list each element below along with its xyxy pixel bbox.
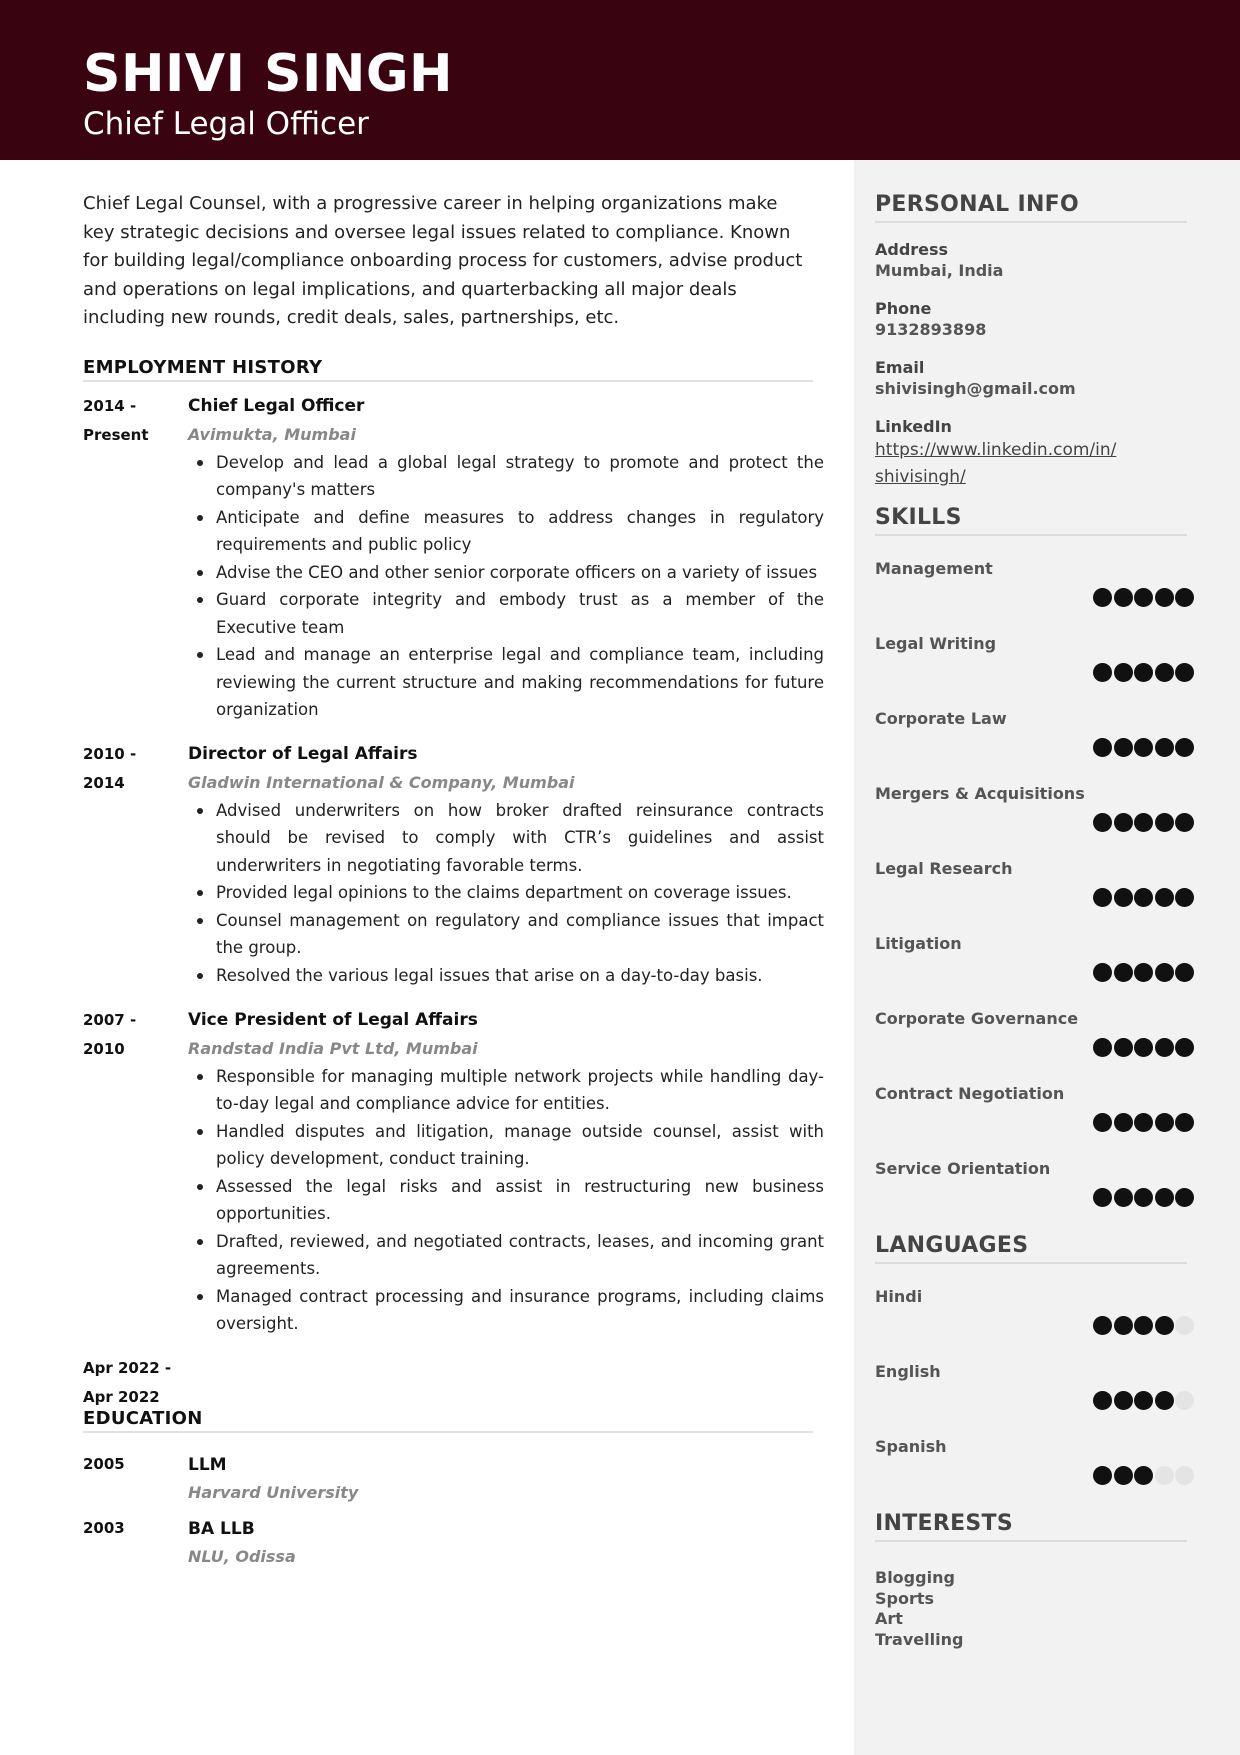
skill-item — [875, 558, 1195, 633]
education-degree: LLM — [188, 1454, 227, 1475]
rating-dot-filled — [1093, 1391, 1112, 1410]
job-date-start: 2014 - — [83, 396, 137, 415]
sidebar — [875, 190, 1195, 1650]
education-degree: BA LLB — [188, 1518, 255, 1539]
rating-dot-filled — [1134, 588, 1153, 607]
skill-rating — [1093, 663, 1195, 683]
job-bullet: Managed contract processing and insurance programs, including claims oversight. — [216, 1283, 824, 1338]
job-bullet: Advised underwriters on how broker drafted reinsurance contracts should be revised to comply with CTR’s guidelines and assist underwriters in negotiating favorable terms. — [216, 797, 824, 880]
employment-heading: EMPLOYMENT HISTORY — [83, 357, 813, 382]
rating-dot-filled — [1155, 1188, 1174, 1207]
rating-dot-filled — [1114, 888, 1133, 907]
skill-name: Contract Negotiation — [875, 1084, 1065, 1103]
rating-dot-filled — [1114, 1466, 1133, 1485]
rating-dot-filled — [1093, 1038, 1112, 1057]
job-entry — [83, 1354, 823, 1414]
rating-dot-filled — [1114, 663, 1133, 682]
skill-name: Corporate Law — [875, 709, 1007, 728]
skill-rating — [1093, 963, 1195, 983]
language-rating — [1093, 1316, 1195, 1336]
language-item — [875, 1436, 1195, 1511]
job-dates — [83, 740, 173, 798]
rating-dot-filled — [1175, 813, 1194, 832]
rating-dot-filled — [1134, 963, 1153, 982]
rating-dot-filled — [1134, 1466, 1153, 1485]
rating-dot-filled — [1093, 1113, 1112, 1132]
rating-dot-empty — [1155, 1466, 1174, 1485]
profile-summary: Chief Legal Counsel, with a progressive career in helping organizations make key strategic decisions and oversee legal issues related to compliance. Known for building legal/compliance onboarding process for customers, advise product and operations on legal implications, and quarterbacking all major deals including new rounds, credit deals, sales, partnerships, etc. — [83, 193, 803, 328]
job-bullets — [188, 449, 824, 724]
rating-dot-filled — [1155, 1113, 1174, 1132]
education-year: 2005 — [83, 1454, 125, 1473]
rating-dot-filled — [1134, 1188, 1153, 1207]
personal-info-heading: PERSONAL INFO — [875, 190, 1187, 223]
rating-dot-filled — [1114, 1188, 1133, 1207]
rating-dot-filled — [1155, 1391, 1174, 1410]
linkedin-link-cont[interactable]: shivisingh/ — [875, 467, 966, 487]
header-banner — [0, 0, 1240, 160]
rating-dot-filled — [1134, 813, 1153, 832]
rating-dot-empty — [1175, 1316, 1194, 1335]
rating-dot-empty — [1175, 1391, 1194, 1410]
job-date-end: Present — [83, 425, 149, 444]
skill-item — [875, 1083, 1195, 1158]
language-rating — [1093, 1466, 1195, 1486]
job-company: Avimukta, Mumbai — [188, 424, 356, 444]
skill-rating — [1093, 1113, 1195, 1133]
phone-label: Phone — [875, 299, 932, 318]
rating-dot-filled — [1134, 1316, 1153, 1335]
language-item — [875, 1286, 1195, 1361]
phone-block — [875, 298, 1195, 340]
job-entry — [83, 1006, 823, 1354]
skill-item — [875, 783, 1195, 858]
job-date-end: 2014 — [83, 773, 125, 792]
job-date-end: Apr 2022 — [83, 1387, 160, 1406]
rating-dot-filled — [1155, 963, 1174, 982]
rating-dot-filled — [1175, 738, 1194, 757]
rating-dot-filled — [1175, 888, 1194, 907]
education-school: NLU, Odissa — [188, 1546, 296, 1566]
skill-rating — [1093, 738, 1195, 758]
rating-dot-filled — [1093, 663, 1112, 682]
address-label: Address — [875, 240, 949, 259]
rating-dot-filled — [1093, 963, 1112, 982]
rating-dot-filled — [1155, 813, 1174, 832]
education-school: Harvard University — [188, 1482, 359, 1502]
rating-dot-filled — [1114, 813, 1133, 832]
job-bullet: Resolved the various legal issues that arise on a day-to-day basis. — [216, 962, 824, 990]
rating-dot-filled — [1114, 1316, 1133, 1335]
education-heading: EDUCATION — [83, 1408, 813, 1433]
rating-dot-filled — [1155, 888, 1174, 907]
job-bullet: Assessed the legal risks and assist in restructuring new business opportunities. — [216, 1173, 824, 1228]
rating-dot-filled — [1175, 1188, 1194, 1207]
rating-dot-filled — [1114, 1113, 1133, 1132]
skill-name: Management — [875, 559, 993, 578]
job-bullet: Handled disputes and litigation, manage outside counsel, assist with policy development, conduct training. — [216, 1118, 824, 1173]
languages-heading: LANGUAGES — [875, 1231, 1187, 1264]
rating-dot-filled — [1155, 738, 1174, 757]
linkedin-label: LinkedIn — [875, 417, 952, 436]
job-company: Gladwin International & Company, Mumbai — [188, 772, 575, 792]
rating-dot-filled — [1175, 588, 1194, 607]
rating-dot-filled — [1114, 588, 1133, 607]
rating-dot-filled — [1155, 588, 1174, 607]
rating-dot-filled — [1093, 588, 1112, 607]
job-bullet: Advise the CEO and other senior corporate officers on a variety of issues — [216, 559, 824, 587]
skill-rating — [1093, 1188, 1195, 1208]
job-bullet: Lead and manage an enterprise legal and compliance team, including reviewing the current structure and making recommendations for future organization — [216, 641, 824, 724]
interests-heading: INTERESTS — [875, 1509, 1187, 1542]
address-block — [875, 239, 1195, 281]
education-year: 2003 — [83, 1518, 125, 1537]
rating-dot-filled — [1114, 738, 1133, 757]
skill-rating — [1093, 888, 1195, 908]
job-dates — [83, 1354, 173, 1412]
job-bullet: Drafted, reviewed, and negotiated contracts, leases, and incoming grant agreements. — [216, 1228, 824, 1283]
rating-dot-filled — [1093, 813, 1112, 832]
linkedin-link[interactable]: https://www.linkedin.com/in/ — [875, 440, 1117, 460]
education-entry — [83, 1451, 823, 1515]
job-bullets — [188, 797, 824, 990]
email-value: shivisingh@gmail.com — [875, 379, 1076, 398]
job-bullet: Anticipate and define measures to address changes in regulatory requirements and public policy — [216, 504, 824, 559]
language-item — [875, 1361, 1195, 1436]
job-bullet: Provided legal opinions to the claims department on coverage issues. — [216, 879, 824, 907]
job-dates — [83, 392, 173, 450]
skill-name: Litigation — [875, 934, 962, 953]
job-date-start: 2007 - — [83, 1010, 137, 1029]
skill-name: Legal Research — [875, 859, 1013, 878]
rating-dot-filled — [1093, 1466, 1112, 1485]
rating-dot-filled — [1114, 963, 1133, 982]
job-bullets — [188, 1063, 824, 1338]
skill-rating — [1093, 813, 1195, 833]
rating-dot-filled — [1114, 1038, 1133, 1057]
rating-dot-filled — [1093, 738, 1112, 757]
job-entry — [83, 392, 823, 740]
rating-dot-empty — [1175, 1466, 1194, 1485]
interest-item: Travelling — [875, 1629, 964, 1649]
skill-name: Corporate Governance — [875, 1009, 1079, 1028]
rating-dot-filled — [1175, 1038, 1194, 1057]
skills-list — [875, 558, 1195, 1233]
rating-dot-filled — [1134, 1113, 1153, 1132]
job-bullet: Develop and lead a global legal strategy to promote and protect the company's matters — [216, 449, 824, 504]
language-name: Spanish — [875, 1437, 947, 1456]
skill-rating — [1093, 1038, 1195, 1058]
rating-dot-filled — [1155, 663, 1174, 682]
skill-item — [875, 1158, 1195, 1233]
rating-dot-filled — [1175, 1113, 1194, 1132]
candidate-name: SHIVI SINGH — [83, 44, 454, 104]
job-entry — [83, 740, 823, 1006]
language-name: Hindi — [875, 1287, 923, 1306]
email-label: Email — [875, 358, 925, 377]
rating-dot-filled — [1134, 1038, 1153, 1057]
linkedin-block — [875, 416, 1195, 491]
rating-dot-filled — [1134, 1391, 1153, 1410]
skill-item — [875, 633, 1195, 708]
rating-dot-filled — [1175, 663, 1194, 682]
candidate-title: Chief Legal Officer — [83, 106, 369, 142]
interest-item: Sports — [875, 1588, 935, 1608]
interest-item: Blogging — [875, 1568, 955, 1587]
email-block — [875, 357, 1195, 399]
main-column — [83, 190, 823, 1579]
rating-dot-filled — [1134, 663, 1153, 682]
address-value: Mumbai, India — [875, 261, 1004, 280]
skill-name: Legal Writing — [875, 634, 997, 653]
skill-item — [875, 858, 1195, 933]
interests-list — [875, 1568, 1195, 1650]
rating-dot-filled — [1155, 1038, 1174, 1057]
job-title: Chief Legal Officer — [188, 395, 365, 416]
language-rating — [1093, 1391, 1195, 1411]
skill-name: Mergers & Acquisitions — [875, 784, 1085, 803]
phone-value: 9132893898 — [875, 320, 987, 339]
job-date-start: 2010 - — [83, 744, 137, 763]
skill-item — [875, 708, 1195, 783]
job-title: Vice President of Legal Affairs — [188, 1009, 478, 1030]
rating-dot-filled — [1114, 1391, 1133, 1410]
rating-dot-filled — [1093, 1188, 1112, 1207]
rating-dot-filled — [1175, 963, 1194, 982]
job-bullet: Guard corporate integrity and embody trust as a member of the Executive team — [216, 586, 824, 641]
language-name: English — [875, 1362, 941, 1381]
rating-dot-filled — [1093, 1316, 1112, 1335]
job-bullet: Counsel management on regulatory and compliance issues that impact the group. — [216, 907, 824, 962]
languages-list — [875, 1286, 1195, 1511]
rating-dot-filled — [1134, 738, 1153, 757]
skill-rating — [1093, 588, 1195, 608]
job-date-start: Apr 2022 - — [83, 1358, 172, 1377]
rating-dot-filled — [1093, 888, 1112, 907]
rating-dot-filled — [1155, 1316, 1174, 1335]
rating-dot-filled — [1134, 888, 1153, 907]
job-dates — [83, 1006, 173, 1064]
skill-item — [875, 933, 1195, 1008]
job-bullet: Responsible for managing multiple network projects while handling day-to-day legal and compliance advice for entities. — [216, 1063, 824, 1118]
job-company: Randstad India Pvt Ltd, Mumbai — [188, 1038, 478, 1058]
job-title: Director of Legal Affairs — [188, 743, 418, 764]
skill-item — [875, 1008, 1195, 1083]
skill-name: Service Orientation — [875, 1159, 1051, 1178]
skills-heading: SKILLS — [875, 503, 1187, 536]
interest-item: Art — [875, 1609, 903, 1628]
education-entry — [83, 1515, 823, 1579]
job-date-end: 2010 — [83, 1039, 125, 1058]
